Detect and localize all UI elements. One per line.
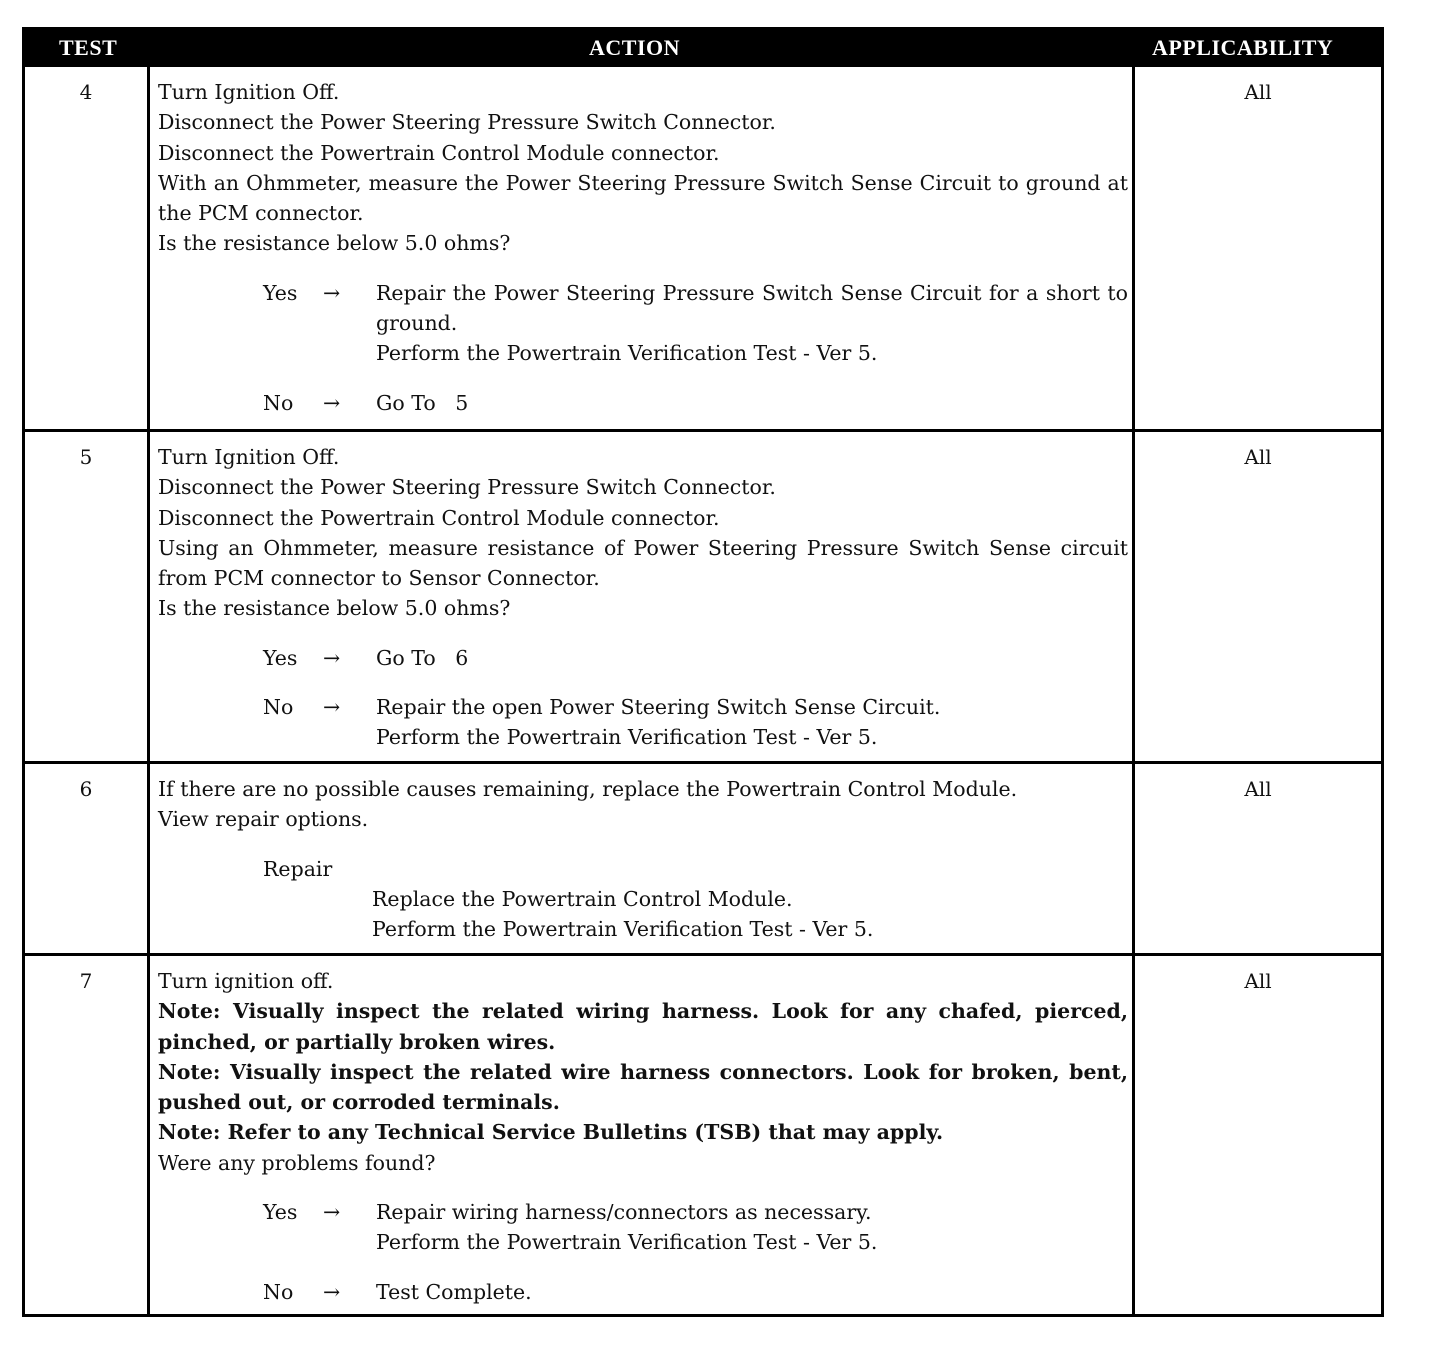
yes-branch: [158, 643, 1128, 673]
test-number: 5: [79, 445, 93, 469]
action-step: Disconnect the Power Steering Pressure Switch Connector.: [158, 110, 776, 135]
test-number: 6: [79, 777, 93, 801]
no-action: Repair the open Power Steering Switch Sense Circuit.: [376, 695, 941, 720]
yes-action: Go To 6: [376, 645, 469, 670]
repair-steps: [372, 884, 1128, 945]
action-step: Disconnect the Powertrain Control Module connector.: [158, 140, 720, 165]
yes-label: Yes: [263, 1200, 298, 1225]
repair-label: Repair: [263, 856, 333, 881]
header-action: ACTION: [589, 35, 681, 60]
note: Note: Refer to any Technical Service Bulletins (TSB) that may apply.: [158, 1120, 944, 1145]
note: Note: Visually inspect the related wire harness connectors. Look for broken, bent, pushed out, or corroded terminals.: [158, 1059, 1128, 1115]
yes-action: Perform the Powertrain Verification Test - Ver 5.: [376, 341, 878, 366]
note: Note: Visually inspect the related wiring harness. Look for any chafed, pierced, pinched, or partially broken wires.: [158, 999, 1128, 1054]
action-step: Turn Ignition Off.: [158, 445, 340, 469]
action-cell: [158, 442, 1128, 753]
yes-branch: [158, 1197, 1128, 1258]
action-step: With an Ohmmeter, measure the Power Steering Pressure Switch Sense Circuit to ground at the PCM connector.: [158, 170, 1128, 226]
action-cell: [158, 774, 1128, 944]
action-step: View repair options.: [158, 807, 369, 832]
arrow-right-icon: →: [323, 280, 341, 305]
action-step: Turn ignition off.: [158, 969, 334, 993]
yes-label: Yes: [263, 280, 298, 305]
action-step: Using an Ohmmeter, measure resistance of Power Steering Pressure Switch Sense circuit from PCM connector to Sensor Connector.: [158, 535, 1128, 591]
action-step: Disconnect the Power Steering Pressure Switch Connector.: [158, 475, 776, 500]
no-label: No: [263, 390, 294, 415]
no-action: Go To 5: [376, 390, 469, 415]
arrow-right-icon: →: [323, 1200, 341, 1225]
test-number: 7: [79, 969, 93, 993]
table-row-test-5: [25, 429, 1381, 761]
no-label: No: [263, 695, 294, 720]
action-step: Disconnect the Powertrain Control Module connector.: [158, 505, 720, 530]
action-cell: [158, 966, 1128, 1307]
header-test: TEST: [59, 35, 118, 60]
arrow-right-icon: →: [323, 645, 341, 670]
applicability-value: All: [1244, 445, 1272, 469]
diagnostic-test-table: [22, 27, 1384, 1317]
no-branch: [158, 388, 1128, 418]
action-question: Is the resistance below 5.0 ohms?: [158, 231, 511, 256]
table-row-test-7: [25, 953, 1381, 1314]
arrow-right-icon: →: [323, 695, 341, 720]
no-branch: [158, 1277, 1128, 1307]
arrow-right-icon: →: [323, 390, 341, 415]
repair-action: Replace the Powertrain Control Module.: [372, 886, 793, 911]
test-number: 4: [79, 80, 93, 104]
yes-label: Yes: [263, 645, 298, 670]
action-step: If there are no possible causes remaining, replace the Powertrain Control Module.: [158, 777, 1018, 801]
table-row-test-4: [25, 67, 1381, 429]
table-header: [25, 30, 1381, 67]
applicability-value: All: [1244, 969, 1272, 993]
no-action: Test Complete.: [376, 1279, 532, 1304]
yes-branch: [158, 278, 1128, 369]
yes-action: Repair wiring harness/connectors as necessary.: [376, 1200, 872, 1225]
applicability-value: All: [1244, 80, 1272, 104]
no-branch: [158, 692, 1128, 753]
yes-action: Perform the Powertrain Verification Test - Ver 5.: [376, 1230, 878, 1255]
no-action: Perform the Powertrain Verification Test - Ver 5.: [376, 725, 878, 750]
action-step: Turn Ignition Off.: [158, 80, 340, 104]
repair-action: Perform the Powertrain Verification Test - Ver 5.: [372, 917, 874, 942]
yes-action: Repair the Power Steering Pressure Switch Sense Circuit for a short to ground.: [376, 280, 1128, 336]
action-question: Is the resistance below 5.0 ohms?: [158, 596, 511, 621]
arrow-right-icon: →: [323, 1279, 341, 1304]
action-cell: [158, 77, 1128, 418]
no-label: No: [263, 1279, 294, 1304]
header-applicability: APPLICABILITY: [1152, 35, 1334, 60]
table-row-test-6: [25, 761, 1381, 953]
applicability-value: All: [1244, 777, 1272, 801]
action-question: Were any problems found?: [158, 1150, 436, 1175]
